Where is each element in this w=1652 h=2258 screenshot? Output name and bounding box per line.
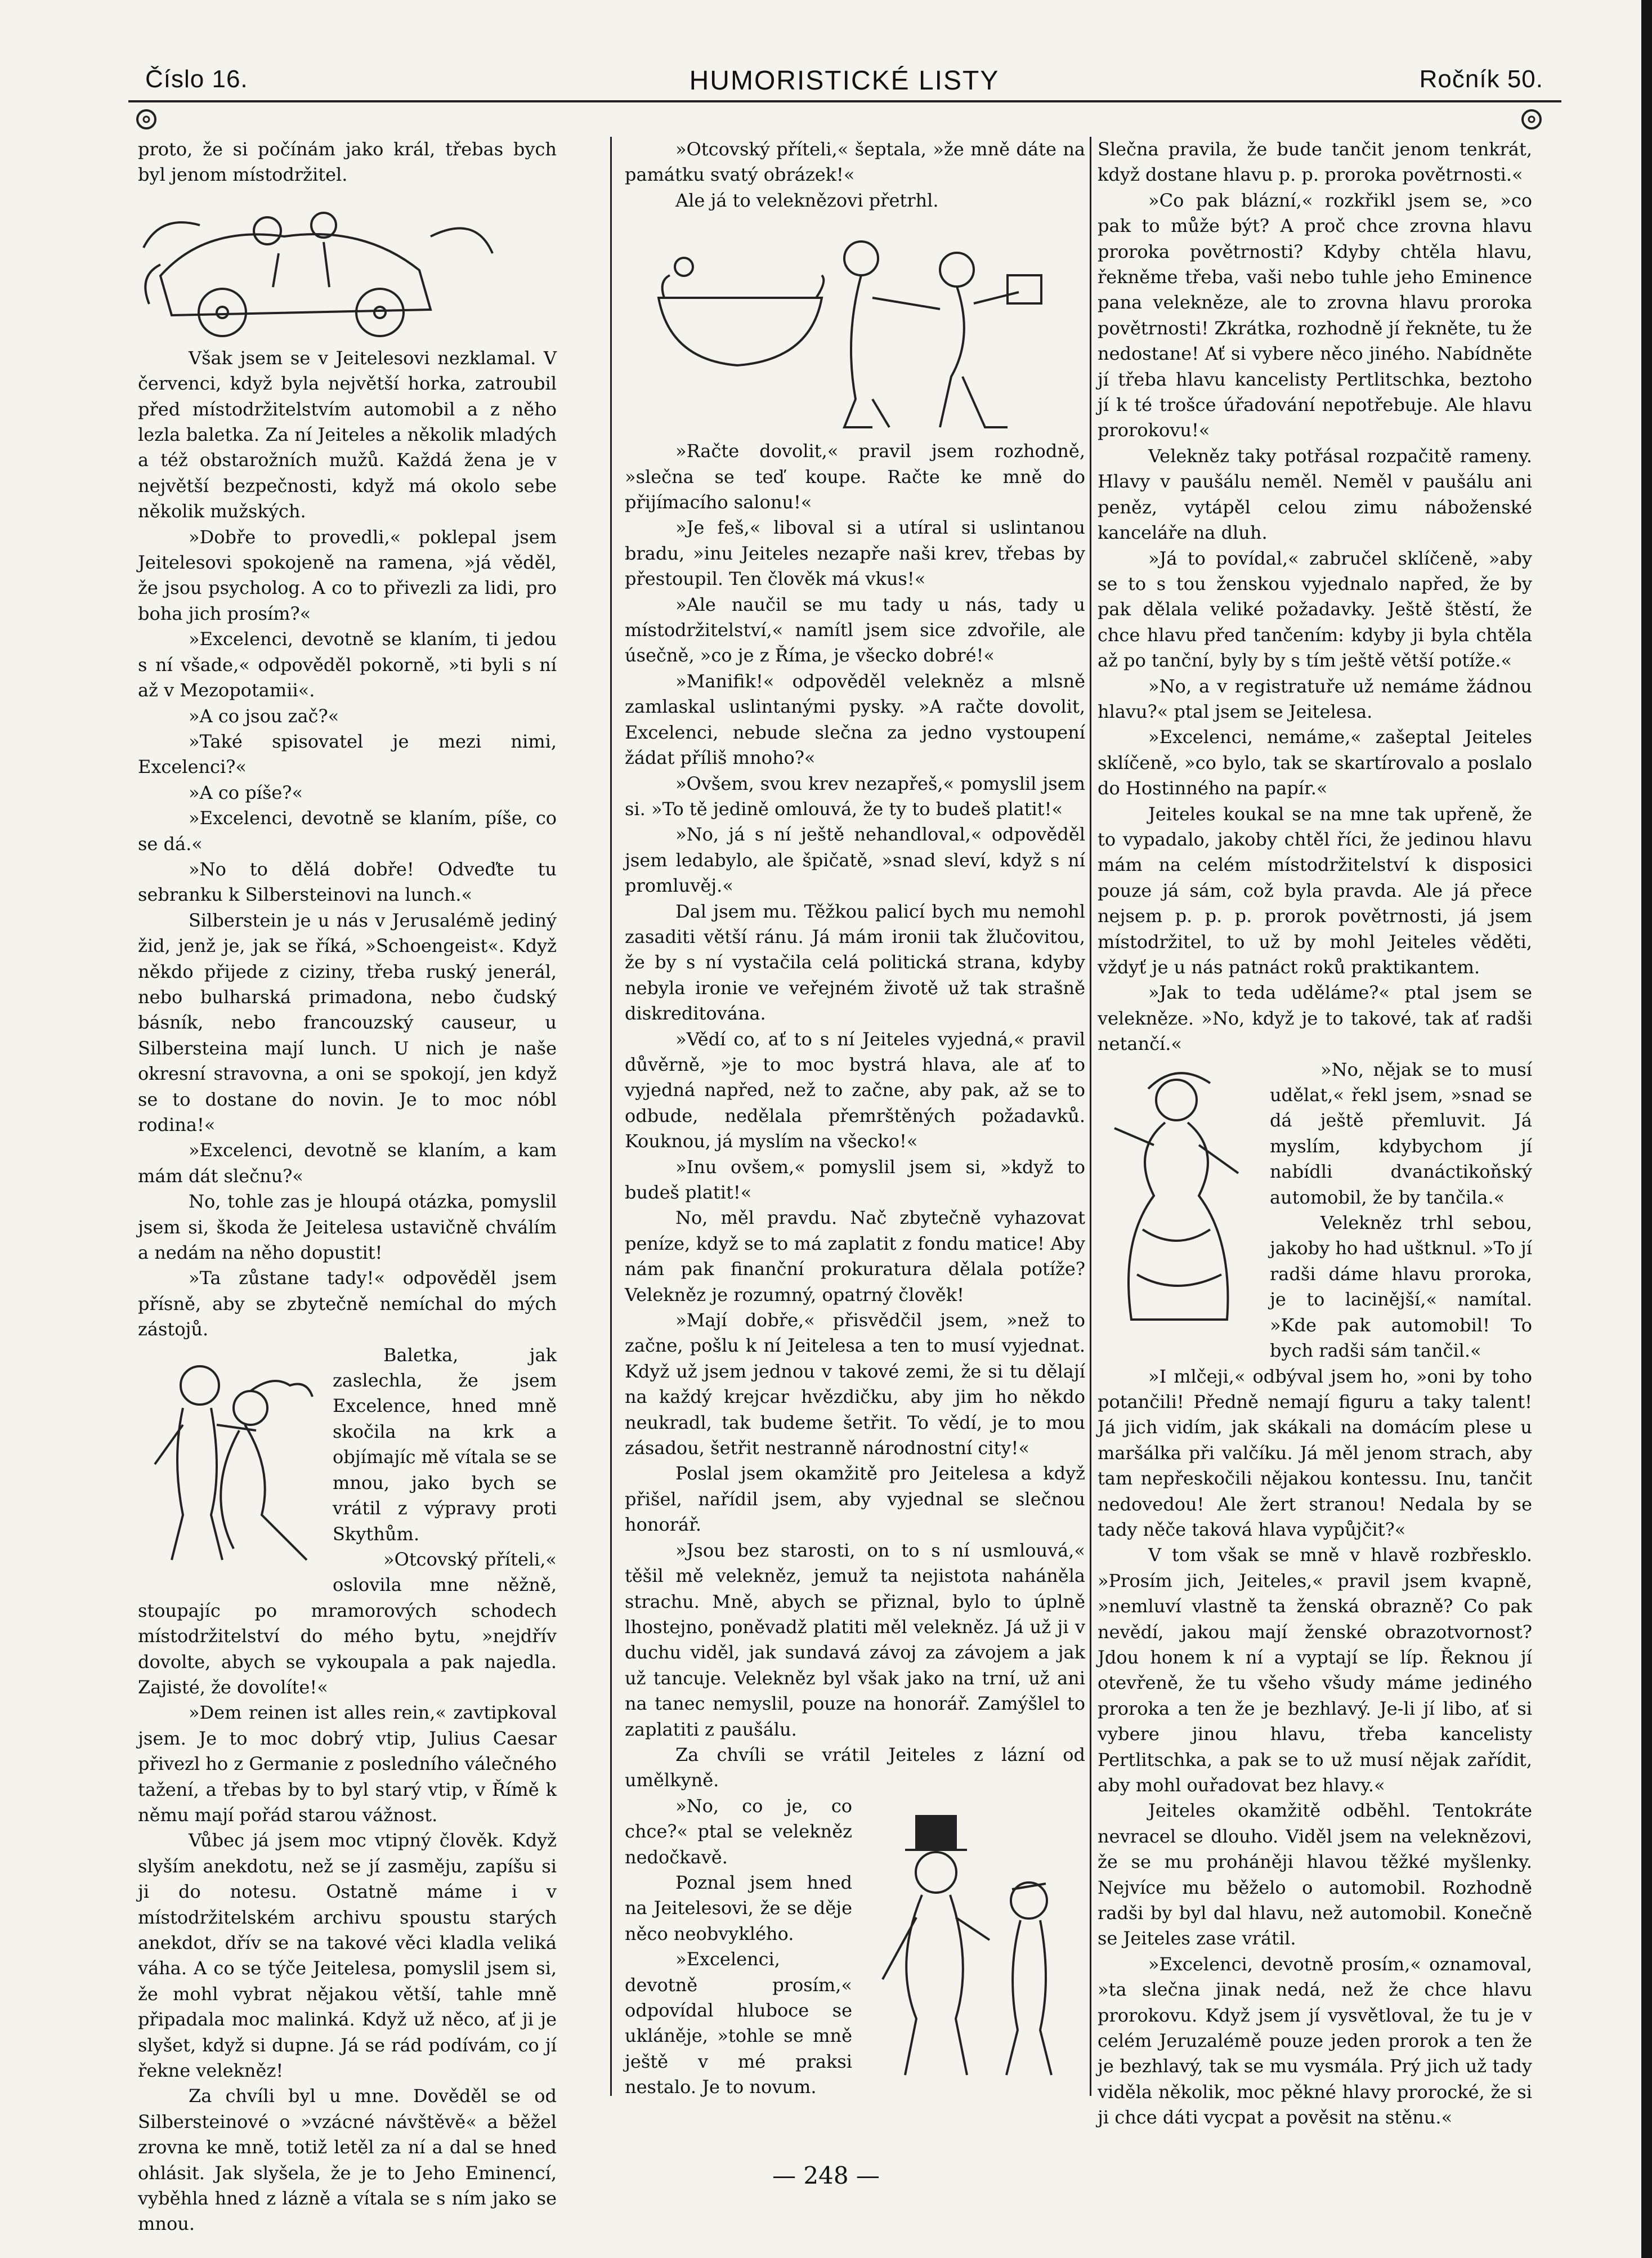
journal-title: HUMORISTICKÉ LISTY: [689, 66, 1000, 96]
paragraph: »Ovšem, svou krev nezapřeš,« pomyslil jsem si. »To tě jedině omlouvá, že ty to budeš platit!«: [625, 772, 1085, 820]
paragraph: »Jsou bez starosti, on to s ní usmlouvá,« těšil mě velekněz, jemuž ta nejistota naháněla strachu. Mně, abych se přiznal, bylo to úplně lhostejno, poněvadž platiti měl velekněz. Já už ji v duchu viděl, jak sundavá závoj za závojem a jak už tancuje. Velekněz byl však jako na trní, už ani na tanec nemyslil, pouze na honorář. Zamýšlel to zaplatiti z paušálu.: [625, 1539, 1085, 1740]
paragraph: No, měl pravdu. Nač zbytečně vyhazovat peníze, když se to má zaplatit z fondu matice! Aby nám pak finanční prokuratura dělala potíže? Velekněz je rozumný, opatrný člověk!: [625, 1207, 1085, 1305]
paragraph: Slečna pravila, že bude tančit jenom tenkrát, když dostane hlavu p. p. proroka povětrnosti.«: [1098, 138, 1532, 186]
running-header: [145, 65, 1543, 99]
paragraph: »No to dělá dobře! Odveďte tu sebranku k Silbersteinovi na lunch.«: [138, 858, 557, 906]
paragraph: Vůbec já jsem moc vtipný člověk. Když slyším anekdotu, než se jí zasměju, zapíšu si ji do notesu. Ostatně máme i v místodržitelském archivu spoustu starých anekdot, dřív se na takové věci kladla veliká váha. A co se týče Jeitelesa, pomyslil jsem si, že mohl vybrat nějakou větší, tahle mně připadala moc malinká. Když už něco, ať ji je slyšet, když si dupne. Já se rád podívám, co jí řekne velekněz!: [138, 1830, 557, 2082]
paragraph: »Dem reinen ist alles rein,« zavtipkoval jsem. Je to moc dobrý vtip, Julius Caesar přivezl ho z Germanie z posledního válečného tažení, a třebas by to byl starý vtip, v Římě k němu mají pořád starou vážnost.: [138, 1702, 557, 1826]
header-rule: [128, 100, 1561, 102]
paragraph: Však jsem se v Jeitelesovi nezklamal. V červenci, když byla největší horka, zatroubil před místodržitelstvím automobil a z něho lezla baletka. Za ní Jeiteles a několik mladých a též obstarožních mužů. Každá žena je v největší bezpečnosti, když má okolo sebe několik mužských.: [138, 347, 557, 522]
paragraph: »Excelenci, devotně se klaním, a kam mám dát slečnu?«: [138, 1139, 557, 1187]
paragraph: Jeiteles okamžitě odběhl. Tentokráte nevracel se dlouho. Viděl jsem na veleknězovi, že se mu proháněji hlavou těžké myšlenky. Nejvíce mu běželo o automobil. Rozhodně radši by byl dal hlavu, než automobil. Konečně se Jeiteles zase vrátil.: [1098, 1800, 1532, 1950]
paragraph: Jeiteles koukal se na mne tak upřeně, že to vypadalo, jakoby chtěl říci, že jedinou hlavu mám na celém místodržitelství k disposici pouze já sám, což byla pravda. Ale já přece nejsem p. p. p. prorok povětrnosti, já jsem místodržitel, to už by mohl Jeiteles věděti, vždyť je u nás patnáct roků praktikantem.: [1098, 803, 1532, 978]
issue-number: Číslo 16.: [145, 65, 248, 93]
paragraph: »Ale naučil se mu tady u nás, tady u místodržitelství,« namítl jsem sice zdvořile, ale úsečně, »co je z Říma, je všecko dobré!«: [625, 593, 1085, 667]
paragraph: Dal jsem mu. Těžkou palicí bych mu nemohl zasaditi větší ránu. Já mám ironii tak žlučovitou, že by s ní vystačila celá politická strana, kdyby nebyla ironie ve veřejném životě už tak strašně diskreditována.: [625, 900, 1085, 1025]
paragraph: Poznal jsem hned na Jeitelesovi, že se děje něco neobvyklého.: [625, 1871, 852, 1944]
column-3: [1098, 137, 1532, 2131]
paragraph: »Také spisovatel je mezi nimi, Excelenci?«: [138, 730, 557, 778]
paragraph: »Otcovský příteli,« oslovila mne něžně, stoupajíc po mramorových schodech místodržitelství do mého bytu, »nejdřív dovolte, abych se vykoupala a pak najedla. Zajisté, že dovolíte!«: [138, 1548, 557, 1698]
paragraph: »Jak to teda uděláme?« ptal jsem se velekněze. »No, když je to takové, tak ať radši netančí.«: [1098, 982, 1532, 1055]
paragraph: »No, co je, co chce?« ptal se velekněz nedočkavě.: [625, 1795, 852, 1868]
ornament-icon: [1516, 106, 1547, 131]
paragraph: Silberstein je u nás v Jerusalémě jediný žid, jenž je, jak se říká, »Schoengeist«. Když někdo přijede z ciziny, třeba ruský jenerál, nebo bulharská primadona, nebo čudský básník, nebo francouzský causeur, u Silbersteina mají lunch. U nich je naše okresní stravovna, a oni se spokojí, jen když se to dostane do novin. Je to moc nóbl rodina!«: [138, 909, 557, 1135]
paragraph: »Vědí co, ať to s ní Jeiteles vyjedná,« pravil důvěrně, »je to moc bystrá hlava, ale ať to vyjedná napřed, než to začne, aby pak, až se to odbude, nedělala přemrštěných požadavků. Kouknou, já myslím na všecko!«: [625, 1028, 1085, 1152]
paragraph: »No, a v registratuře už nemáme žádnou hlavu?« ptal jsem se Jeitelesa.: [1098, 675, 1532, 722]
paragraph: Ale já to veleknězovi přetrhl.: [675, 189, 939, 211]
paragraph: Velekněz trhl sebou, jakoby ho had uštknul. »To jí radši dáme hlavu proroka, je to lacinější,« namítal. »Kde pak automobil! To bych radši sám tančil.«: [1270, 1212, 1532, 1362]
car-illustration: [138, 191, 498, 342]
paragraph: »Je feš,« liboval si a utíral si uslintanou bradu, »inu Jeiteles nezapře naši krev, třebas by přestoupil. Ten člověk má vkus!«: [625, 517, 1085, 590]
volume-number: Ročník 50.: [1419, 65, 1543, 93]
paragraph: »A co píše?«: [189, 781, 303, 803]
paragraph: No, tohle zas je hloupá otázka, pomyslil jsem si, škoda že Jeitelesa ustavičně chválím a nedám na něho dopustit!: [138, 1191, 557, 1264]
paragraph: »No, nějak se to musí udělat,« řekl jsem, »snad se dá ještě přemluvit. Já myslím, kdybychom jí nabídli dvanáctikoňský automobil, že by tančila.«: [1270, 1058, 1532, 1208]
paragraph: »Dobře to provedli,« poklepal jsem Jeitelesovi spokojeně na ramena, »já věděl, že jsou psycholog. A co to přivezli za lidi, pro boha jich prosím?«: [138, 526, 557, 624]
paragraph: »Mají dobře,« přisvědčil jsem, »než to začne, pošlu k ní Jeitelesa a ten to musí vyjednat. Když už jsem jednou v takové zemi, že si tu dělají na každý krejcar hvězdičku, aby jim ho někdo neukradl, tak budeme šetřit. To vědí, je to mou zásadou, šetřit nestranně národnostní city!«: [625, 1309, 1085, 1459]
paragraph: proto, že si počínám jako král, třebas bych byl jenom místodržitel.: [138, 138, 557, 186]
dancer-embrace-illustration: [138, 1346, 324, 1571]
paragraph: »Inu ovšem,« pomyslil jsem si, »když to budeš platit!«: [625, 1156, 1085, 1203]
paragraph: »I mlčeji,« odbýval jsem ho, »oni by toho potančili! Předně nemají figuru a taky talent! Já jich vidím, jak skákali na domácím plese u maršálka při valčíku. Já měl jenom strach, aby tam nepřeskočili nějakou kontessu. Inu, tančit nedovedou! Ale žert stranou! Nedala by se tady něče taková hlava vypůjčit?«: [1098, 1365, 1532, 1540]
column-divider: [1090, 137, 1091, 2096]
paragraph: Baletka, jak zaslechla, že jsem Excelence, hned mně skočila na krk a objímajíc mě vítala se se mnou, jako bych se vrátil z výpravy proti Skythům.: [333, 1344, 557, 1545]
paragraph: »No, já s ní ještě nehandloval,« odpověděl jsem ledabylo, ale špičatě, »snad sleví, když s ní promluvěj.«: [625, 824, 1085, 897]
paragraph: V tom však se mně v hlavě rozbřesklo. »Prosím jich, Jeiteles,« pravil jsem kvapně, »nemluví vlastně ta ženská obrazně? Co pak nevědí, jakou mají ženské obrazotvornost? Jdou honem k ní a vyptají se líp. Řeknou jí otevřeně, že tu všeho všudy máme jediného proroka a ten že je bezhlavý. Je-li jí libo, ať si vybere jinou hlavu, třeba kancelisty Pertlitschka, a pak se to už musí nějak zařídit, aby mohl ouřadovat bez hlavy.«: [1098, 1544, 1532, 1796]
paragraph: »A co jsou zač?«: [189, 705, 339, 727]
paragraph: »Ta zůstane tady!« odpověděl jsem přísně, aby se zbytečně nemíchal do mých zástojů.: [138, 1267, 557, 1340]
paragraph: »Excelenci, devotně prosím,« oznamoval, »ta slečna jinak nedá, než že chce hlavu prorokovu. Když jsem jí vysvětloval, že tu je v celém Jeruzalémě pouze jeden prorok a ten že je bezhlavý, tak se mu vysmála. Prý jich už tady viděla několik, moc pěkné hlavy prorocké, že si ji chce dáti vycpat a pověsit na stěnu.«: [1098, 1953, 1532, 2129]
paragraph: »Co pak blázní,« rozkřikl jsem se, »co pak to může být? A proč chce zrovna hlavu proroka povětrnosti? Kdyby chtěla hlavu, řekněme třeba, vaši nebo tuhle jeho Eminence pana velekněze, ale to zrovna hlavu proroka povětrnosti! Zkrátka, rozhodně jí řekněte, tu že nedostane! Ať si vybere něco jiného. Nabídněte jí třeba hlavu kancelisty Pertlitschka, beztoho jí k té trošce úřadování nepotřebuje. Ale hlavu prorokovu!«: [1098, 189, 1532, 441]
paragraph: »Manifik!« odpověděl velekněz a mlsně zamlaskal uslintanými pysky. »A račte dovolit, Excelenci, nebude slečna za jedno vystoupení žádat příliš mnoho?«: [625, 670, 1085, 769]
paragraph: »Otcovský příteli,« šeptala, »že mně dáte na památku svatý obrázek!«: [625, 138, 1085, 186]
column-1: [138, 137, 557, 2237]
paragraph: Za chvíli byl u mne. Dověděl se od Silbersteinové o »vzácné návštěvě« a běžel zrovna ke mně, totiž letěl za ní a dal se hned ohlásit. Jak slyšela, že je to Jeho Eminencí, vyběhla hned z lázně a vítala se s ním jako se mnou.: [138, 2085, 557, 2235]
scan-edge: [1641, 0, 1652, 2258]
page-number: — 248 —: [772, 2162, 880, 2189]
paragraph: »Račte dovolit,« pravil jsem rozhodně, »slečna se teď koupe. Račte ke mně do přijímacího salonu!«: [625, 440, 1085, 513]
paragraph: »Excelenci, nemáme,« zašeptal Jeiteles sklíčeně, »co bylo, tak se skartírovalo a poslalo do Hostinného na papír.«: [1098, 726, 1532, 799]
two-men-illustration: [860, 1794, 1085, 2092]
dancer-illustration: [1098, 1061, 1261, 1353]
paragraph: Poslal jsem okamžitě pro Jeitelesa a když přišel, nařídil jsem, aby vyjednal se slečnou honorář.: [625, 1463, 1085, 1536]
paragraph: »Excelenci, devotně prosím,« odpovídal hluboce se ukláněje, »tohle se mně ještě v mé praksi nestalo. Je to novum.: [625, 1948, 852, 2098]
paragraph: Velekněz taky potřásal rozpačitě rameny. Hlavy v paušálu neměl. Neměl v paušálu ani peněz, vytápěl celou zimu náboženské kanceláře na dluh.: [1098, 445, 1532, 544]
column-divider: [610, 137, 612, 2096]
paragraph: »Excelenci, devotně se klaním, píše, co se dá.«: [138, 807, 557, 855]
column-2: [625, 137, 1085, 2100]
paragraph: »Já to povídal,« zabručel sklíčeně, »aby se to s tou ženskou vyjednalo napřed, že by pak dělala veliké požadavky. Ještě štěstí, že chce hlavu před tančením: kdyby ji byla chtěla až po tanční, byly by s tím ještě větší potíže.«: [1098, 547, 1532, 672]
paragraph: Za chvíli se vrátil Jeiteles z lázní od umělkyně.: [625, 1743, 1085, 1791]
bathtub-priests-illustration: [625, 213, 1085, 439]
ornament-icon: [131, 106, 162, 131]
paragraph: »Excelenci, devotně se klaním, ti jedou s ní všade,« odpověděl pokorně, »ti byli s ní až v Mezopotamii«.: [138, 628, 557, 701]
